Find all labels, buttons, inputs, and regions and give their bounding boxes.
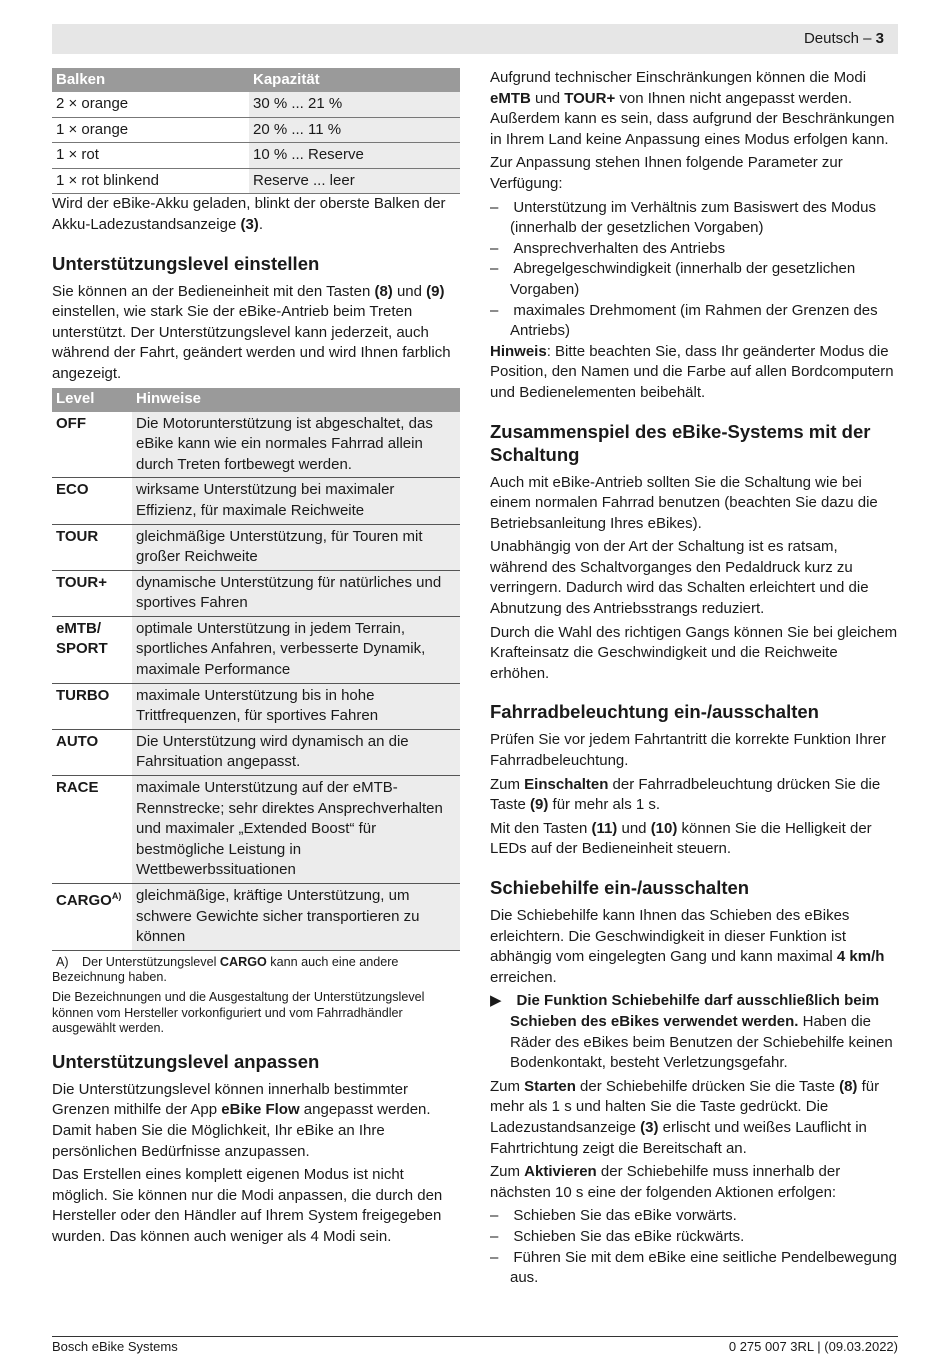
battery-header-capacity: Kapazität [249, 68, 460, 92]
text: der Fahrradbeleuchtung drücken Sie die Taste [490, 775, 881, 814]
level-name: ECO [52, 478, 132, 524]
text: eBike Flow [221, 1101, 300, 1119]
heading-push-assist: Schiebehilfe ein-/ausschalten [490, 877, 750, 898]
table-cell: 1 × rot blinkend [52, 168, 249, 194]
level-header-level: Level [52, 388, 132, 412]
text: Mit den Tasten [490, 819, 592, 837]
table-cell: 20 % ... 11 % [249, 117, 460, 143]
hint-paragraph [490, 342, 898, 404]
level-name: RACE [52, 776, 132, 884]
activate-paragraph [490, 1162, 898, 1203]
text: maximales Drehmoment (im Rahmen der Grenzen des Antriebs) [510, 301, 878, 340]
footnote-mark: A) [56, 954, 69, 969]
dash: – [490, 1207, 499, 1225]
level-hint: Die Unterstützung wird dynamisch an die Fahrsituation angepasst. [132, 729, 460, 775]
list-item [490, 198, 898, 239]
level-table [52, 388, 460, 951]
level-name: TOUR [52, 524, 132, 570]
tech-paragraph [490, 68, 898, 150]
footer-brand: Bosch eBike Systems [52, 1339, 178, 1354]
text: (10) [650, 819, 678, 837]
charge-paragraph [52, 194, 460, 235]
level-hint: wirksame Unterstützung bei maximaler Effizienz, für maximale Reichweite [132, 478, 460, 524]
battery-header-bars: Balken [52, 68, 249, 92]
level-header-hints: Hinweise [132, 388, 460, 412]
text: der Schiebehilfe drücken Sie die Taste [575, 1077, 840, 1095]
list-item [490, 259, 898, 300]
text: Die Funktion Schiebehilfe darf ausschließlich beim Schieben des eBikes verwendet werden. [510, 992, 880, 1030]
table-row [52, 92, 460, 117]
text: Zum [490, 1077, 525, 1095]
ref: (8) [374, 282, 393, 300]
text: Starten [524, 1077, 576, 1095]
text: (8) [839, 1077, 858, 1095]
level-hint: maximale Unterstützung auf der eMTB-Rennstrecke; sehr direktes Ansprechverhalten und maximaler „Extended Boost“ für bestmögliche Leistung in Wettbewerbssituationen [132, 776, 460, 884]
list-item [490, 301, 898, 342]
level-hint: optimale Unterstützung in jedem Terrain, sportliches Anfahren, verbesserte Dynamik, maximale Performance [132, 616, 460, 683]
header-separator: – [858, 30, 876, 47]
table-cell: 1 × rot [52, 143, 249, 169]
dash: – [490, 260, 499, 278]
list-item [490, 239, 898, 260]
warning-triangle-icon: ▶ [490, 992, 502, 1010]
text: : Bitte beachten Sie, dass Ihr geänderter Modus die Position, den Namen und die Farbe auf allen Bordcomputern und Bedienelementen beibehält. [490, 342, 894, 401]
dash: – [490, 198, 499, 216]
table-row [52, 884, 460, 951]
table-row [52, 616, 460, 683]
level-name: TOUR+ [52, 570, 132, 616]
text: Wird der eBike-Akku geladen, blinkt der oberste Balken der Akku-Ladezustandsanzeige [52, 195, 446, 233]
own-mode-paragraph: Das Erstellen eines komplett eigenen Modus ist nicht möglich. Sie können nur die Modi anpassen, die durch den Hersteller oder den Händler auf Ihrem System freigegeben wurden. Das können auch weniger als 4 Modi sein. [52, 1166, 443, 1245]
level-name: TURBO [52, 683, 132, 729]
text: einstellen, wie stark Sie der eBike-Antrieb beim Treten unterstützt. Der Unterstützungslevel kann jederzeit, auch während der Fahrt, geändert werden und wird Ihnen farblich angezeigt. [52, 303, 451, 382]
ref: (3) [240, 215, 259, 233]
footer-doc-id: 0 275 007 3RL | (09.03.2022) [728, 1339, 898, 1354]
text: und [392, 282, 427, 300]
text: . [258, 215, 263, 233]
text: (3) [640, 1118, 659, 1136]
text: Zum [490, 1163, 525, 1181]
text: CARGO [219, 954, 267, 969]
table-row [52, 729, 460, 775]
text: Zum [490, 775, 525, 793]
ref: (9) [426, 282, 445, 300]
level-hint: dynamische Unterstützung für natürliches und sportives Fahren [132, 570, 460, 616]
dash: – [490, 1227, 499, 1245]
text: für mehr als 1 s. [548, 796, 661, 814]
text: Abregelgeschwindigkeit (innerhalb der gesetzlichen Vorgaben) [510, 260, 856, 298]
table-row [52, 168, 460, 194]
text: erlischt und weißes Lauflicht in Fahrtrichtung zeigt die Bereitschaft an. [490, 1118, 867, 1157]
list-item [490, 1248, 898, 1289]
light-paragraph-3 [490, 819, 898, 860]
page-number: 3 [875, 30, 884, 47]
text: und [617, 819, 651, 837]
heading-shifting: Zusammenspiel des eBike-Systems mit der Schaltung [490, 420, 871, 465]
text: CARGO [56, 892, 112, 909]
text: kann auch eine andere Bezeichnung haben. [52, 954, 399, 985]
level-hint: Die Motorunterstützung ist abgeschaltet, das eBike kann wie ein normales Fahrrad allein durch Treten fortbewegt werden. [132, 412, 460, 478]
text: der Schiebehilfe muss innerhalb der nächsten 10 s eine der folgenden Aktionen erfolgen: [490, 1163, 841, 1201]
shift-paragraph-3: Durch die Wahl des richtigen Gangs können Sie bei gleichem Krafteinsatz die Geschwindigkeit und die Reichweite erhöhen. [490, 623, 898, 682]
level-name: OFF [52, 412, 132, 478]
table-cell: Reserve ... leer [249, 168, 460, 194]
level-name: eMTB/ SPORT [52, 616, 132, 683]
text: Die Unterstützungslevel können innerhalb bestimmter Grenzen mithilfe der App [52, 1080, 409, 1119]
text: TOUR+ [564, 89, 616, 107]
table-row [52, 776, 460, 884]
left-column [52, 68, 460, 1251]
push-paragraph-1 [490, 906, 898, 988]
params-list [490, 198, 898, 342]
dash: – [490, 1248, 499, 1266]
text: für mehr als 1 s und halten Sie die Taste gedrückt. Die Ladezustandsanzeige [490, 1077, 880, 1136]
text: angepasst werden. Damit haben Sie die Möglichkeit, Ihr eBike an Ihre persönlichen Bedürfnisse anzupassen. [52, 1101, 431, 1160]
footnote-mark: A) [111, 891, 122, 901]
shift-paragraph-1: Auch mit eBike-Antrieb sollten Sie die Schaltung wie bei einem normalen Fahrrad benutzen (beachten Sie dazu die Betriebsanleitung Ihres eBikes). [490, 473, 878, 532]
heading-level-adjust: Unterstützungslevel anpassen [52, 1050, 320, 1072]
text: (11) [591, 819, 618, 837]
table-cell: 10 % ... Reserve [249, 143, 460, 169]
text: erreichen. [490, 968, 557, 986]
level-hint: maximale Unterstützung bis in hohe Trittfrequenzen, für sportives Fahren [132, 683, 460, 729]
table-row [52, 478, 460, 524]
text: Hinweis [490, 342, 547, 360]
list-item [490, 1227, 898, 1248]
table-row [52, 570, 460, 616]
text: (9) [530, 796, 549, 814]
table-row [52, 117, 460, 143]
text: Der Unterstützungslevel [82, 954, 220, 969]
level-hint: gleichmäßige Unterstützung, für Touren mit großer Reichweite [132, 524, 460, 570]
footnote-a [52, 955, 460, 986]
table-row [52, 143, 460, 169]
text: Schieben Sie das eBike vorwärts. [513, 1207, 737, 1225]
heading-lighting: Fahrradbeleuchtung ein-/ausschalten [490, 701, 819, 723]
text: Sie können an der Bedieneinheit mit den Tasten [52, 282, 375, 300]
level-paragraph [52, 282, 460, 385]
table-cell: 2 × orange [52, 92, 249, 117]
page-header [52, 24, 898, 54]
text: von Ihnen nicht angepasst werden. Außerdem kann es sein, dass aufgrund der Beschränkungen in Ihrem Land keine Anpassung eines Modus erfolgen kann. [490, 89, 895, 148]
heading-level-set: Unterstützungslevel einstellen [52, 252, 320, 274]
text: können Sie die Helligkeit der LEDs auf der Bedieneinheit steuern. [490, 819, 872, 858]
warning-paragraph [490, 991, 898, 1073]
actions-list [490, 1206, 898, 1288]
text: 4 km/h [836, 948, 885, 966]
text: Haben die Räder des eBikes beim Benutzen der Schiebehilfe keinen Bodenkontakt, besteht Verletzungsgefahr. [510, 1012, 893, 1072]
text: Aufgrund technischer Einschränkungen können die Modi [490, 69, 867, 86]
list-item [490, 1206, 898, 1227]
right-column [490, 68, 898, 1289]
level-name-cargo [52, 884, 132, 951]
footnote-general: Die Bezeichnungen und die Ausgestaltung der Unterstützungslevel können vom Hersteller vorkonfiguriert und vom Fahrradhändler ausgewählt werden. [52, 989, 425, 1036]
light-paragraph-1: Prüfen Sie vor jedem Fahrtantritt die korrekte Funktion Ihrer Fahrradbeleuchtung. [490, 731, 887, 770]
start-paragraph [490, 1077, 898, 1159]
text: Schieben Sie das eBike rückwärts. [513, 1227, 745, 1245]
table-cell: 30 % ... 21 % [249, 92, 460, 117]
header-language: Deutsch [803, 30, 859, 47]
light-paragraph-2 [490, 775, 898, 816]
text: und [530, 89, 565, 107]
table-row [52, 412, 460, 478]
adjust-paragraph [52, 1080, 460, 1162]
battery-table [52, 68, 460, 194]
text: Einschalten [524, 775, 609, 793]
dash: – [490, 301, 499, 319]
header-text [804, 24, 884, 54]
text: Ansprechverhalten des Antriebs [513, 239, 726, 257]
text: eMTB [490, 89, 531, 107]
text: Führen Sie mit dem eBike eine seitliche Pendelbewegung aus. [510, 1248, 897, 1287]
page-footer [52, 1336, 898, 1357]
level-hint: gleichmäßige, kräftige Unterstützung, um schwere Gewichte sicher transportieren zu können [132, 884, 460, 951]
table-cell: 1 × orange [52, 117, 249, 143]
level-name: AUTO [52, 729, 132, 775]
table-row [52, 524, 460, 570]
text: Die Schiebehilfe kann Ihnen das Schieben des eBikes erleichtern. Die Geschwindigkeit in dieser Funktion ist abhängig vom eingelegten Gang und kann maximal [490, 907, 850, 966]
text: Unterstützung im Verhältnis zum Basiswert des Modus (innerhalb der gesetzlichen Vorgaben) [510, 198, 876, 237]
params-intro: Zur Anpassung stehen Ihnen folgende Parameter zur Verfügung: [490, 154, 843, 192]
shift-paragraph-2: Unabhängig von der Art der Schaltung ist es ratsam, während des Schaltvorganges den Pedaldruck kurz zu verringern. Dadurch wird das Schalten erleichtert und die Abnutzung des Antriebsstrangs reduziert. [490, 538, 869, 618]
table-row [52, 683, 460, 729]
text: Aktivieren [524, 1163, 597, 1181]
dash: – [490, 239, 499, 257]
